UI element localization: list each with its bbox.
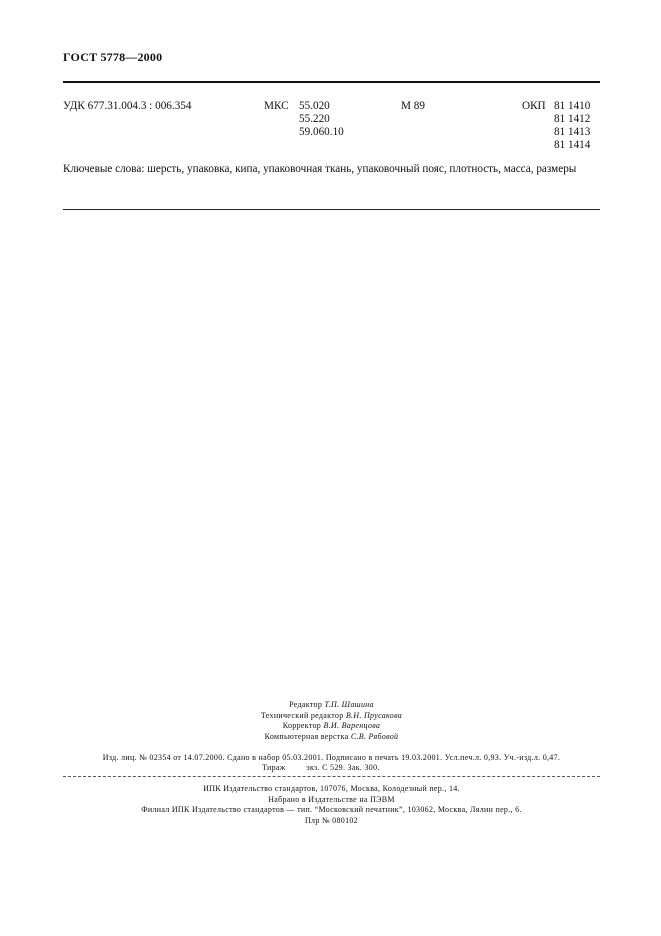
mks-code: 55.020 [299,100,330,112]
mks-label: МКС [264,100,289,112]
imprint-line: Филиал ИПК Издательство стандартов — тип. “Московский печатник”, 103062, Москва, Лялин пер., 6. [141,805,522,814]
credit-layout: Компьютерная верстка С.В. Рябовой [264,731,399,741]
credits-block [63,700,600,742]
okp-code: 81 1413 [554,126,591,138]
udk-code: УДК 677.31.004.3 : 006.354 [63,100,192,112]
header-rule [63,81,600,83]
okp-code: 81 1412 [554,113,591,125]
imprint-line: Плр № 080102 [304,815,358,825]
publication-line-2: Тираж экз. С 529. Зак. 300. [262,763,380,772]
group-code: М 89 [401,100,425,112]
mks-codes [299,100,344,139]
keywords-rule [63,209,600,210]
okp-code: 81 1410 [554,100,591,112]
imprint-divider [63,776,600,777]
keywords: Ключевые слова: шерсть, упаковка, кипа, упаковочная ткань, упаковочный пояс, плотность, масса, размеры [63,163,577,175]
imprint-line: Набрано в Издательстве на ПЭВМ [268,794,395,804]
okp-label: ОКП [522,100,546,112]
credit-editor: Редактор Т.П. Шашина [289,700,374,709]
publication-line-1: Изд. лиц. № 02354 от 14.07.2000. Сдано в набор 05.03.2001. Подписано в печать 19.03.2001. Усл.печ.л. 0,93. Уч.-изд.л. 0,47. [102,753,561,762]
credit-tech-editor: Технический редактор В.Н. Прусакова [260,710,403,720]
standard-designation: ГОСТ 5778—2000 [63,50,163,64]
okp-codes [554,100,590,152]
okp-code: 81 1414 [554,139,591,151]
credit-corrector: Корректор В.И. Варенцова [282,721,381,730]
imprint-line: ИПК Издательство стандартов, 107076, Москва, Колодезный пер., 14. [203,784,460,793]
mks-code: 55.220 [299,113,330,125]
mks-code: 59.060.10 [299,126,344,138]
imprint-block [63,784,600,826]
